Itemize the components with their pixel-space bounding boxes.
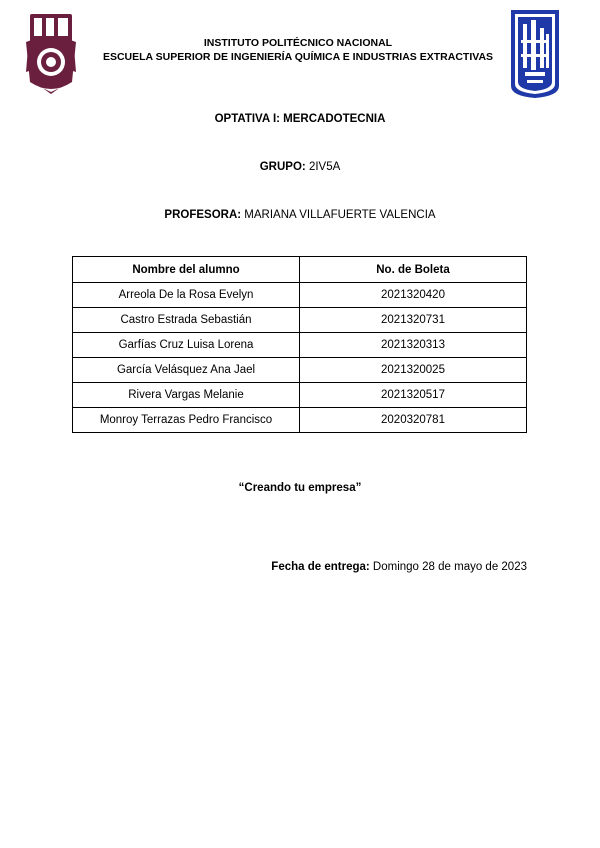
- table-row: [73, 308, 527, 333]
- professor-value: MARIANA VILLAFUERTE VALENCIA: [244, 209, 436, 221]
- column-header-boleta: No. de Boleta: [300, 257, 527, 283]
- student-boleta: 2021320025: [300, 358, 527, 383]
- table-row: [73, 358, 527, 383]
- project-title: “Creando tu empresa”: [238, 482, 362, 494]
- student-name: García Velásquez Ana Jael: [73, 358, 300, 383]
- group-value: 2IV5A: [308, 161, 341, 173]
- student-name: Garfías Cruz Luisa Lorena: [73, 333, 300, 358]
- student-boleta: 2020320781: [300, 408, 527, 433]
- course-title: OPTATIVA I: MERCADOTECNIA: [214, 113, 386, 125]
- group-label: GRUPO:: [259, 161, 306, 173]
- table-row: [73, 408, 527, 433]
- group-line: [0, 161, 600, 173]
- delivery-date-line: [271, 561, 527, 573]
- student-name: Castro Estrada Sebastián: [73, 308, 300, 333]
- table-header-row: [73, 257, 527, 283]
- institution-name: INSTITUTO POLITÉCNICO NACIONAL: [203, 37, 393, 49]
- student-boleta: 2021320517: [300, 383, 527, 408]
- student-name: Monroy Terrazas Pedro Francisco: [73, 408, 300, 433]
- institution-header: [80, 36, 516, 64]
- column-header-name: Nombre del alumno: [73, 257, 300, 283]
- delivery-value: Domingo 28 de mayo de 2023: [372, 561, 527, 573]
- delivery-label: Fecha de entrega:: [271, 561, 370, 573]
- table-row: [73, 283, 527, 308]
- students-table: [72, 256, 527, 433]
- professor-label: PROFESORA:: [164, 209, 242, 221]
- student-name: Rivera Vargas Melanie: [73, 383, 300, 408]
- table-row: [73, 333, 527, 358]
- professor-line: [0, 209, 600, 221]
- student-boleta: 2021320731: [300, 308, 527, 333]
- school-name: ESCUELA SUPERIOR DE INGENIERÍA QUÍMICA E INDUSTRIAS EXTRACTIVAS: [102, 51, 494, 63]
- table-row: [73, 383, 527, 408]
- student-name: Arreola De la Rosa Evelyn: [73, 283, 300, 308]
- student-boleta: 2021320420: [300, 283, 527, 308]
- ipn-logo: [24, 12, 78, 96]
- student-boleta: 2021320313: [300, 333, 527, 358]
